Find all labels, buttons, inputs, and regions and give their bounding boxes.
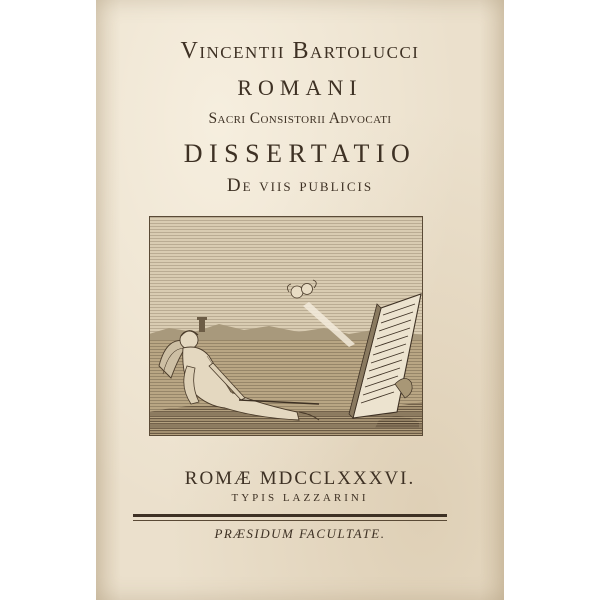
city-date-line: ROMÆ MDCCLXXXVI. xyxy=(184,468,416,489)
work-title: DISSERTATIO xyxy=(183,139,417,168)
origin-line: ROMANI xyxy=(237,75,363,100)
permission-line: PRÆSIDUM FACULTATE. xyxy=(214,526,386,541)
engraved-vignette xyxy=(149,216,423,436)
printer-line: TYPIS LAZZARINI xyxy=(231,492,369,504)
author-line: Vincentii Bartolucci xyxy=(180,38,420,64)
thin-rule xyxy=(133,520,447,521)
office-line: Sacri Consistorii Advocati xyxy=(208,110,392,127)
title-page xyxy=(96,0,504,600)
thick-rule xyxy=(133,514,447,517)
work-subject: De viis publicis xyxy=(226,175,374,196)
